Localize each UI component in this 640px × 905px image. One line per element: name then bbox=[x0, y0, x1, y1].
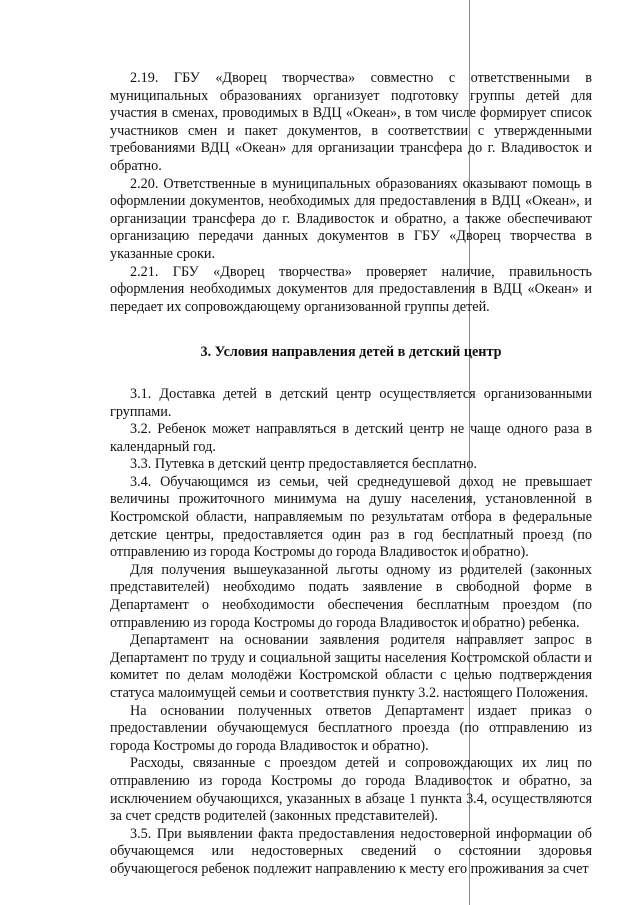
paragraph-3-4-request: Департамент на основании заявления родителя направляет запрос в Департамент по труду и социальной защиты населения Костромской области и комитет по делам молодёжи Костромской области с целью подтверждения статуса малоимущей семьи и соответствия пункту 3.2. настоящего Положения. bbox=[110, 632, 592, 701]
paragraph-3-3: 3.3. Путевка в детский центр предоставляется бесплатно. bbox=[130, 456, 478, 473]
section-3-heading: 3. Условия направления детей в детский центр bbox=[200, 344, 502, 361]
paragraph-3-5: 3.5. При выявлении факта предоставления недостоверной информации об обучающемся или недостоверных сведений о состоянии здоровья обучающегося ребенок подлежит направлению к месту его проживания за счет bbox=[110, 825, 592, 877]
paragraph-2-20: 2.20. Ответственные в муниципальных образованиях оказывают помощь в оформлении документов, необходимых для предоставления в ВДЦ «Океан», и организации трансфера до г. Владивосток и обратно, а также обеспечивают организацию передачи данных документов в ГБУ «Дворец творчества в указанные сроки. bbox=[110, 175, 592, 262]
paragraph-3-4: 3.4. Обучающимся из семьи, чей среднедушевой доход не превышает величины прожиточного минимума на душу населения, установленной в Костромской области, направляемым по результатам отбора в федеральные детские центры, предоставляется один раз в год бесплатный проезд (по отправлению из города Костромы до города Владивосток и обратно). bbox=[110, 473, 592, 561]
paragraph-3-1: 3.1. Доставка детей в детский центр осуществляется организованными группами. bbox=[110, 385, 592, 420]
paragraph-3-4-expenses: Расходы, связанные с проездом детей и сопровождающих их лиц по отправлению из города Костромы до города Владивосток и обратно, за исключением обучающихся, указанных в абзаце 1 пункта 3.4, осуществляются за счет средств родителей (законных представителей). bbox=[110, 755, 592, 825]
paragraph-3-4-application: Для получения вышеуказанной льготы одному из родителей (законных представителей) необходимо подать заявление в свободной форме в Департамент о необходимости обеспечения бесплатным проездом (по отправлению из города Костромы до города Владивосток и обратно) ребенка. bbox=[110, 561, 592, 631]
paragraph-3-4-order: На основании полученных ответов Департамент издает приказ о предоставлении обучающемуся бесплатного проезда (по отправлению из города Костромы до города Владивосток и обратно). bbox=[110, 702, 592, 754]
paragraph-2-19: 2.19. ГБУ «Дворец творчества» совместно с ответственными в муниципальных образованиях организует подготовку группы детей для участия в сменах, проводимых в ВДЦ «Океан», в том числе формирует список участников смен и пакет документов, в соответствии с утвержденными требованиями ВДЦ «Океан» для организации трансфера до г. Владивосток и обратно. bbox=[110, 70, 592, 174]
paragraph-3-2: 3.2. Ребенок может направляться в детский центр не чаще одного раза в календарный год. bbox=[110, 421, 592, 455]
paragraph-2-21: 2.21. ГБУ «Дворец творчества» проверяет наличие, правильность оформления необходимых документов для предоставления в ВДЦ «Океан» и передает их сопровождающему организованной группы детей. bbox=[110, 263, 592, 315]
document-body bbox=[110, 70, 592, 879]
